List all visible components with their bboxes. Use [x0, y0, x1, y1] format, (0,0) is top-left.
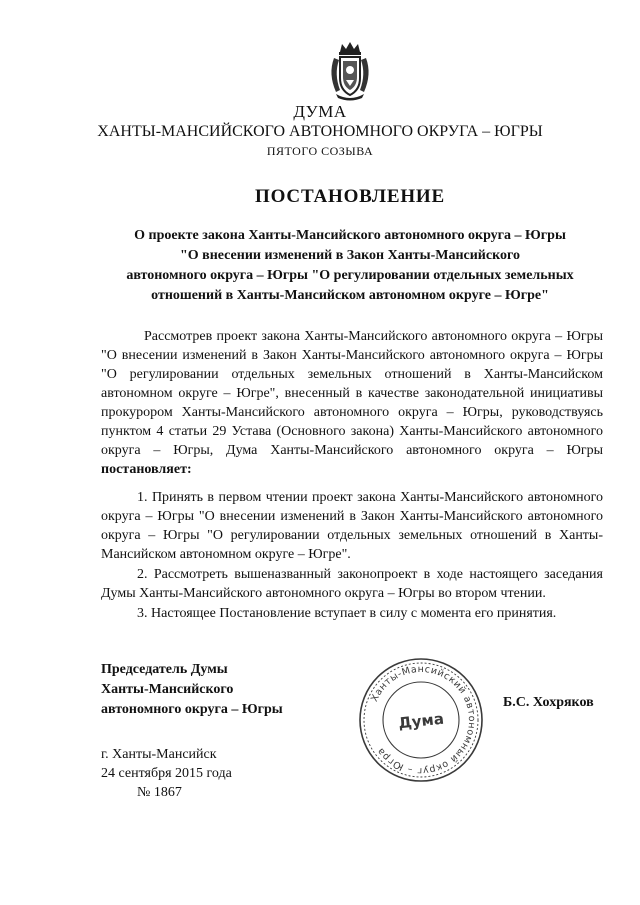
- document-subject: [80, 226, 620, 306]
- subject-line: "О внесении изменений в Закон Ханты-Мансийского: [180, 248, 520, 263]
- convocation-heading: ПЯТОГО СОЗЫВА: [266, 144, 374, 158]
- subject-line: автономного округа – Югры "О регулировании отдельных земельных: [126, 268, 574, 283]
- duma-heading: ДУМА: [293, 102, 347, 121]
- resolution-item-1: 1. Принять в первом чтении проект закона Ханты-Мансийского автономного округа – Югры "О внесении изменений в Закон Ханты-Мансийского автономного округа – Югры "О регулировании отдельных земельных отношений в Ханты-Мансийском автономном округе – Югре".: [101, 490, 603, 562]
- seal-center-text: Дума: [397, 709, 445, 733]
- document-type-title: ПОСТАНОВЛЕНИЕ: [255, 186, 445, 207]
- signer-line: Ханты-Мансийского: [101, 682, 234, 697]
- okrug-heading: ХАНТЫ-МАНСИЙСКОГО АВТОНОМНОГО ОКРУГА – ЮГРЫ: [97, 123, 543, 140]
- coat-of-arms-icon: [326, 40, 374, 102]
- date: 24 сентября 2015 года: [101, 766, 232, 781]
- city: г. Ханты-Мансийск: [101, 747, 217, 762]
- document-number: № 1867: [137, 785, 182, 800]
- subject-line: О проекте закона Ханты-Мансийского автономного округа – Югры: [134, 228, 566, 243]
- signer-name: Б.С. Хохряков: [503, 695, 594, 710]
- resolution-item-2: 2. Рассмотреть вышеназванный законопроект в ходе настоящего заседания Думы Ханты-Мансийского автономного округа – Югры во втором чтении.: [101, 567, 603, 601]
- preamble-paragraph: [101, 327, 603, 479]
- signer-position: [101, 660, 283, 720]
- signer-line: Председатель Думы: [101, 662, 228, 677]
- official-seal: [356, 655, 486, 785]
- signer-line: автономного округа – Югры: [101, 702, 283, 717]
- subject-line: отношений в Ханты-Мансийском автономном округе – Югре": [151, 288, 549, 303]
- resolution-item-3: 3. Настоящее Постановление вступает в силу с момента его принятия.: [137, 606, 557, 621]
- document-place-date: [101, 745, 232, 802]
- preamble-text: Рассмотрев проект закона Ханты-Мансийского автономного округа – Югры "О внесении изменений в Закон Ханты-Мансийского автономного округа – Югры "О регулировании отдельных земельных отношений в Ханты-Мансийском автономном округе – Югре", внесенный в качестве законодательной инициативы прокурором Ханты-Мансийского автономного округа – Югры, руководствуясь пунктом 4 статьи 29 Устава (Основного закона) Ханты-Мансийского автономного округа – Югры, Дума Ханты-Мансийского автономного округа – Югры: [101, 329, 603, 458]
- seal-outer-text: Ханты-Мансийский автономный округ – Югра: [369, 663, 478, 777]
- decree-word: постановляет:: [101, 462, 192, 477]
